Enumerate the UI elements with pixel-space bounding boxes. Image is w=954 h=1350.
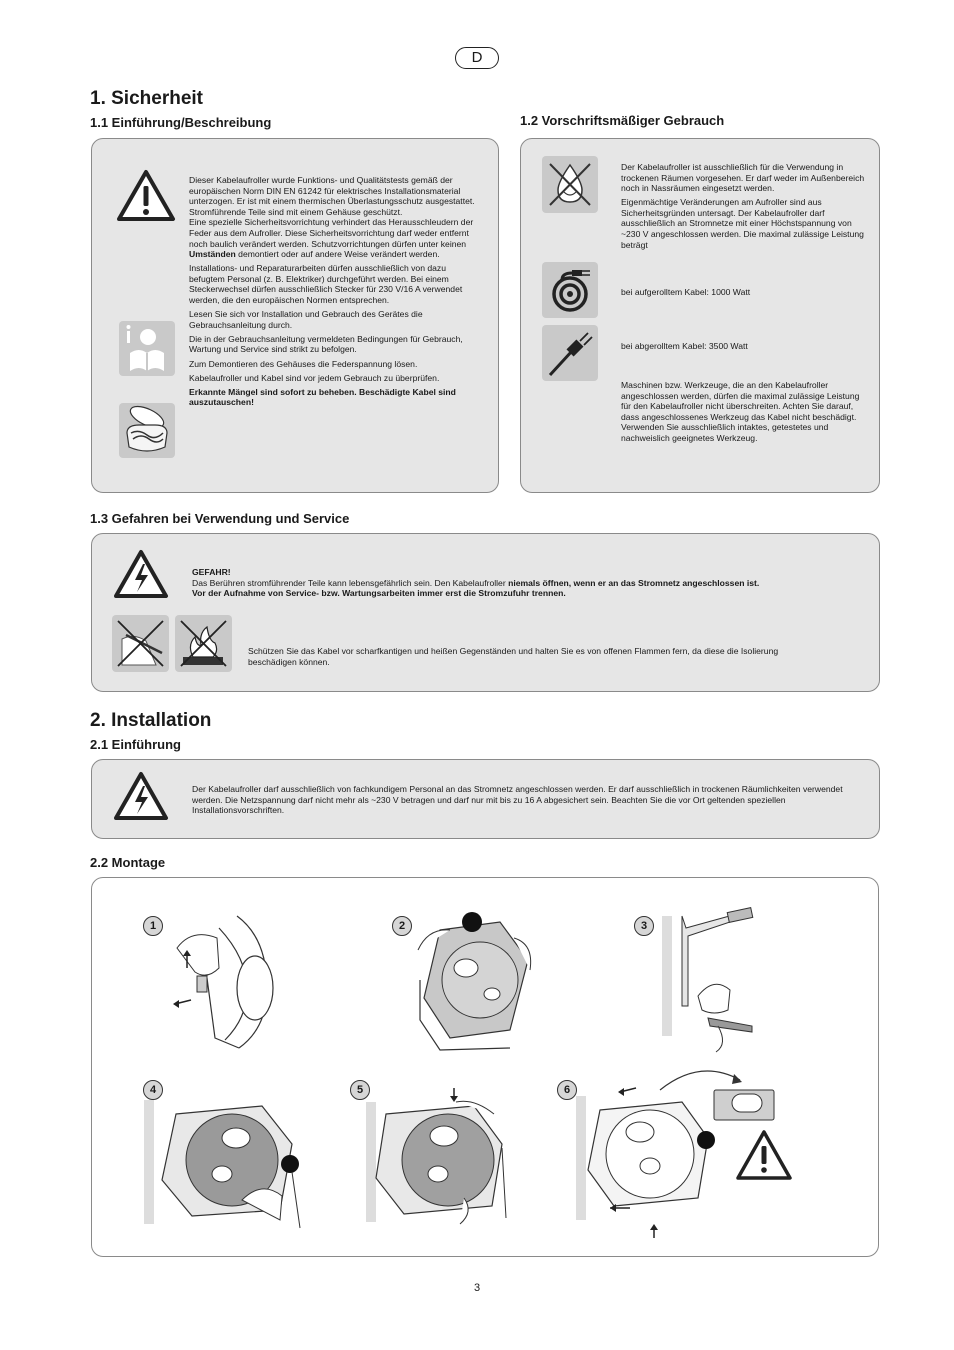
open-reel-icon [119,403,175,458]
gefahr-line1-text: Das Berühren stromführender Teile kann lebensgefährlich sein. Den Kabelaufroller [192,577,509,588]
einfuehrung-p2-text-a: Eine spezielle Sicherheitsvorrichtung verhindert das Herausschleudern der Feder aus dem Aufroller. Diese Sicherheitsvorrichtung darf weder entfernt noch baulich verändert werden. Schutzvorrichtungen dürfen unter keinen [189,217,474,249]
step-1-illustration [167,908,277,1058]
coiled-cable-icon [542,262,598,318]
einfuehrung-p6: Zum Demontieren des Gehäuses die Federspannung lösen. [189,358,418,369]
einfuehrung-p8 [189,387,477,408]
einfuehrung-text [189,175,477,411]
einfuehrung-p4: Lesen Sie sich vor Installation und Gebrauch des Gerätes die Gebrauchsanleitung durch. [189,309,423,330]
einfuehrung-p1 [189,175,477,217]
step-number-4: 4 [143,1080,163,1100]
einfuehrung-p1-text: Dieser Kabelaufroller wurde Funktions- und Qualitätstests gemäß der europäischen Norm DIN EN 61242 für elektrisches Installationsmaterial unterzogen. Er ist mit einem thermischen Überlastungsschutz ausgestattet. Stromführende Teile sind mit einem Gehäuse geschützt. [189,175,475,217]
step-number-5: 5 [350,1080,370,1100]
step-number-6: 6 [557,1080,577,1100]
einfuehrung-p7: Kabelaufroller und Kabel sind vor jedem Gebrauch zu überprüfen. [189,372,440,383]
gebrauch-p3: bei aufgerolltem Kabel: 1000 Watt [621,287,751,297]
gebrauch-p4: bei abgerolltem Kabel: 3500 Watt [621,341,748,351]
gebrauch-p5: Maschinen bzw. Werkzeuge, die an den Kabelaufroller angeschlossen werden, dürfen die maximal zulässige Leistung für den Kabelaufroller nicht überschreiten. Achten Sie darauf, dass angeschlossenes Werkzeug das Kabel nicht beschädigt. Verwenden Sie ausschließlich intaktes, getestetes und nachweislich geeignetes Werkzeug. [621,380,860,443]
einfuehrung-p8-bold: Erkannte Mängel sind sofort zu beheben. Beschädigte Kabel sind auszutauschen! [189,386,456,408]
language-badge: D [455,47,499,69]
gefahr-line1-bold: niemals öffnen, wenn er an das Stromnetz angeschlossen ist. [508,577,760,588]
no-fire-icon [175,615,232,672]
einfuehrung-p3: Installations- und Reparaturarbeiten dürfen ausschließlich von dazu befugtem Personal (z. B. Elektriker) durchgeführt werden. Bei einem Steckerwechsel dürfen ausschließlich Stecker für 230 V/16 A verwendet werden, die den europäischen Normen entsprechen. [189,263,463,306]
einfuehrung-p2-text-c: demontiert oder auf andere Weise verändert werden. [235,249,440,260]
gefahr-line1 [192,578,872,589]
subsection-title-2-2: 2.2 Montage [90,855,166,870]
kabel-schutz-text: Schützen Sie das Kabel vor scharfkantigen und heißen Gegenständen und halten Sie es von offenen Flammen fern, da diese die Isolierung beschädigen können. [248,646,779,667]
high-voltage-icon [112,548,170,602]
step-2-illustration [410,910,540,1060]
einfuehrung-p2-bold: Umständen [189,249,236,260]
section-title-installation: 2. Installation [90,710,212,731]
page-number: 3 [473,1282,481,1294]
box-gefahren [91,533,880,692]
high-voltage-icon [112,770,170,824]
gefahr-label-text: GEFAHR! [192,567,231,577]
gefahr-line2 [192,588,872,599]
subsection-title-1-2: 1.2 Vorschriftsmäßiger Gebrauch [520,113,725,128]
einfuehrung-p5: Die in der Gebrauchsanleitung vermeldeten Bedingungen für Gebrauch, Wartung und Service sind strikt zu befolgen. [189,333,463,355]
einfuehrung-p2 [189,217,477,259]
uncoiled-cable-icon [542,325,598,381]
gefahr-text [192,567,872,599]
box-installation-einfuehrung [91,759,880,839]
gebrauch-text-top [621,162,867,254]
step-number-3: 3 [634,916,654,936]
gebrauch-p1: Der Kabelaufroller ist ausschließlich für die Verwendung in trockenen Räumen vorgesehen. Er darf weder im Außenbereich noch in Nassräumen eingesetzt werden. [621,162,865,194]
step-number-1: 1 [143,916,163,936]
gefahr-label [192,567,872,578]
box-vorschriftsmaessiger-gebrauch [520,138,880,493]
subsection-title-1-1: 1.1 Einführung/Beschreibung [90,115,272,130]
gefahr-line2-bold: Vor der Aufnahme von Service- bzw. Wartungsarbeiten immer erst die Stromzufuhr trennen. [192,588,566,599]
subsection-title-1-3: 1.3 Gefahren bei Verwendung und Service [90,511,350,526]
step-3-illustration [658,906,768,1056]
step-4-illustration [142,1100,312,1230]
installation-text: Der Kabelaufroller darf ausschließlich von fachkundigem Personal an das Stromnetz angeschlossen werden. Er darf ausschließlich in trockenen Räumlichkeiten verwendet werden. Die Netzspannung darf nicht mehr als ~230 V betragen und darf nur mit bis zu 16 A abgesichert sein. Beachten Sie die vor Ort geltenden speziellen Installationsvorschriften. [192,784,843,816]
step-6-illustration [570,1066,810,1246]
box-einfuehrung [91,138,499,493]
section-title-sicherheit: 1. Sicherheit [90,88,203,109]
no-water-icon [542,156,598,213]
step-number-2: 2 [392,916,412,936]
no-sharp-edges-icon [112,615,169,672]
warning-triangle-icon [115,167,177,225]
step-5-illustration [364,1088,524,1228]
read-manual-icon [119,321,175,376]
gebrauch-p2: Eigenmächtige Veränderungen am Aufroller sind aus Sicherheitsgründen untersagt. Der Kabelaufroller darf ausschließlich an Stromnetze mit einer Höchstspannung von ~230 V angeschlossen werden. Die maximal zulässige Leistung beträgt [621,197,864,250]
subsection-title-2-1: 2.1 Einführung [90,737,181,752]
box-montage [91,877,879,1257]
